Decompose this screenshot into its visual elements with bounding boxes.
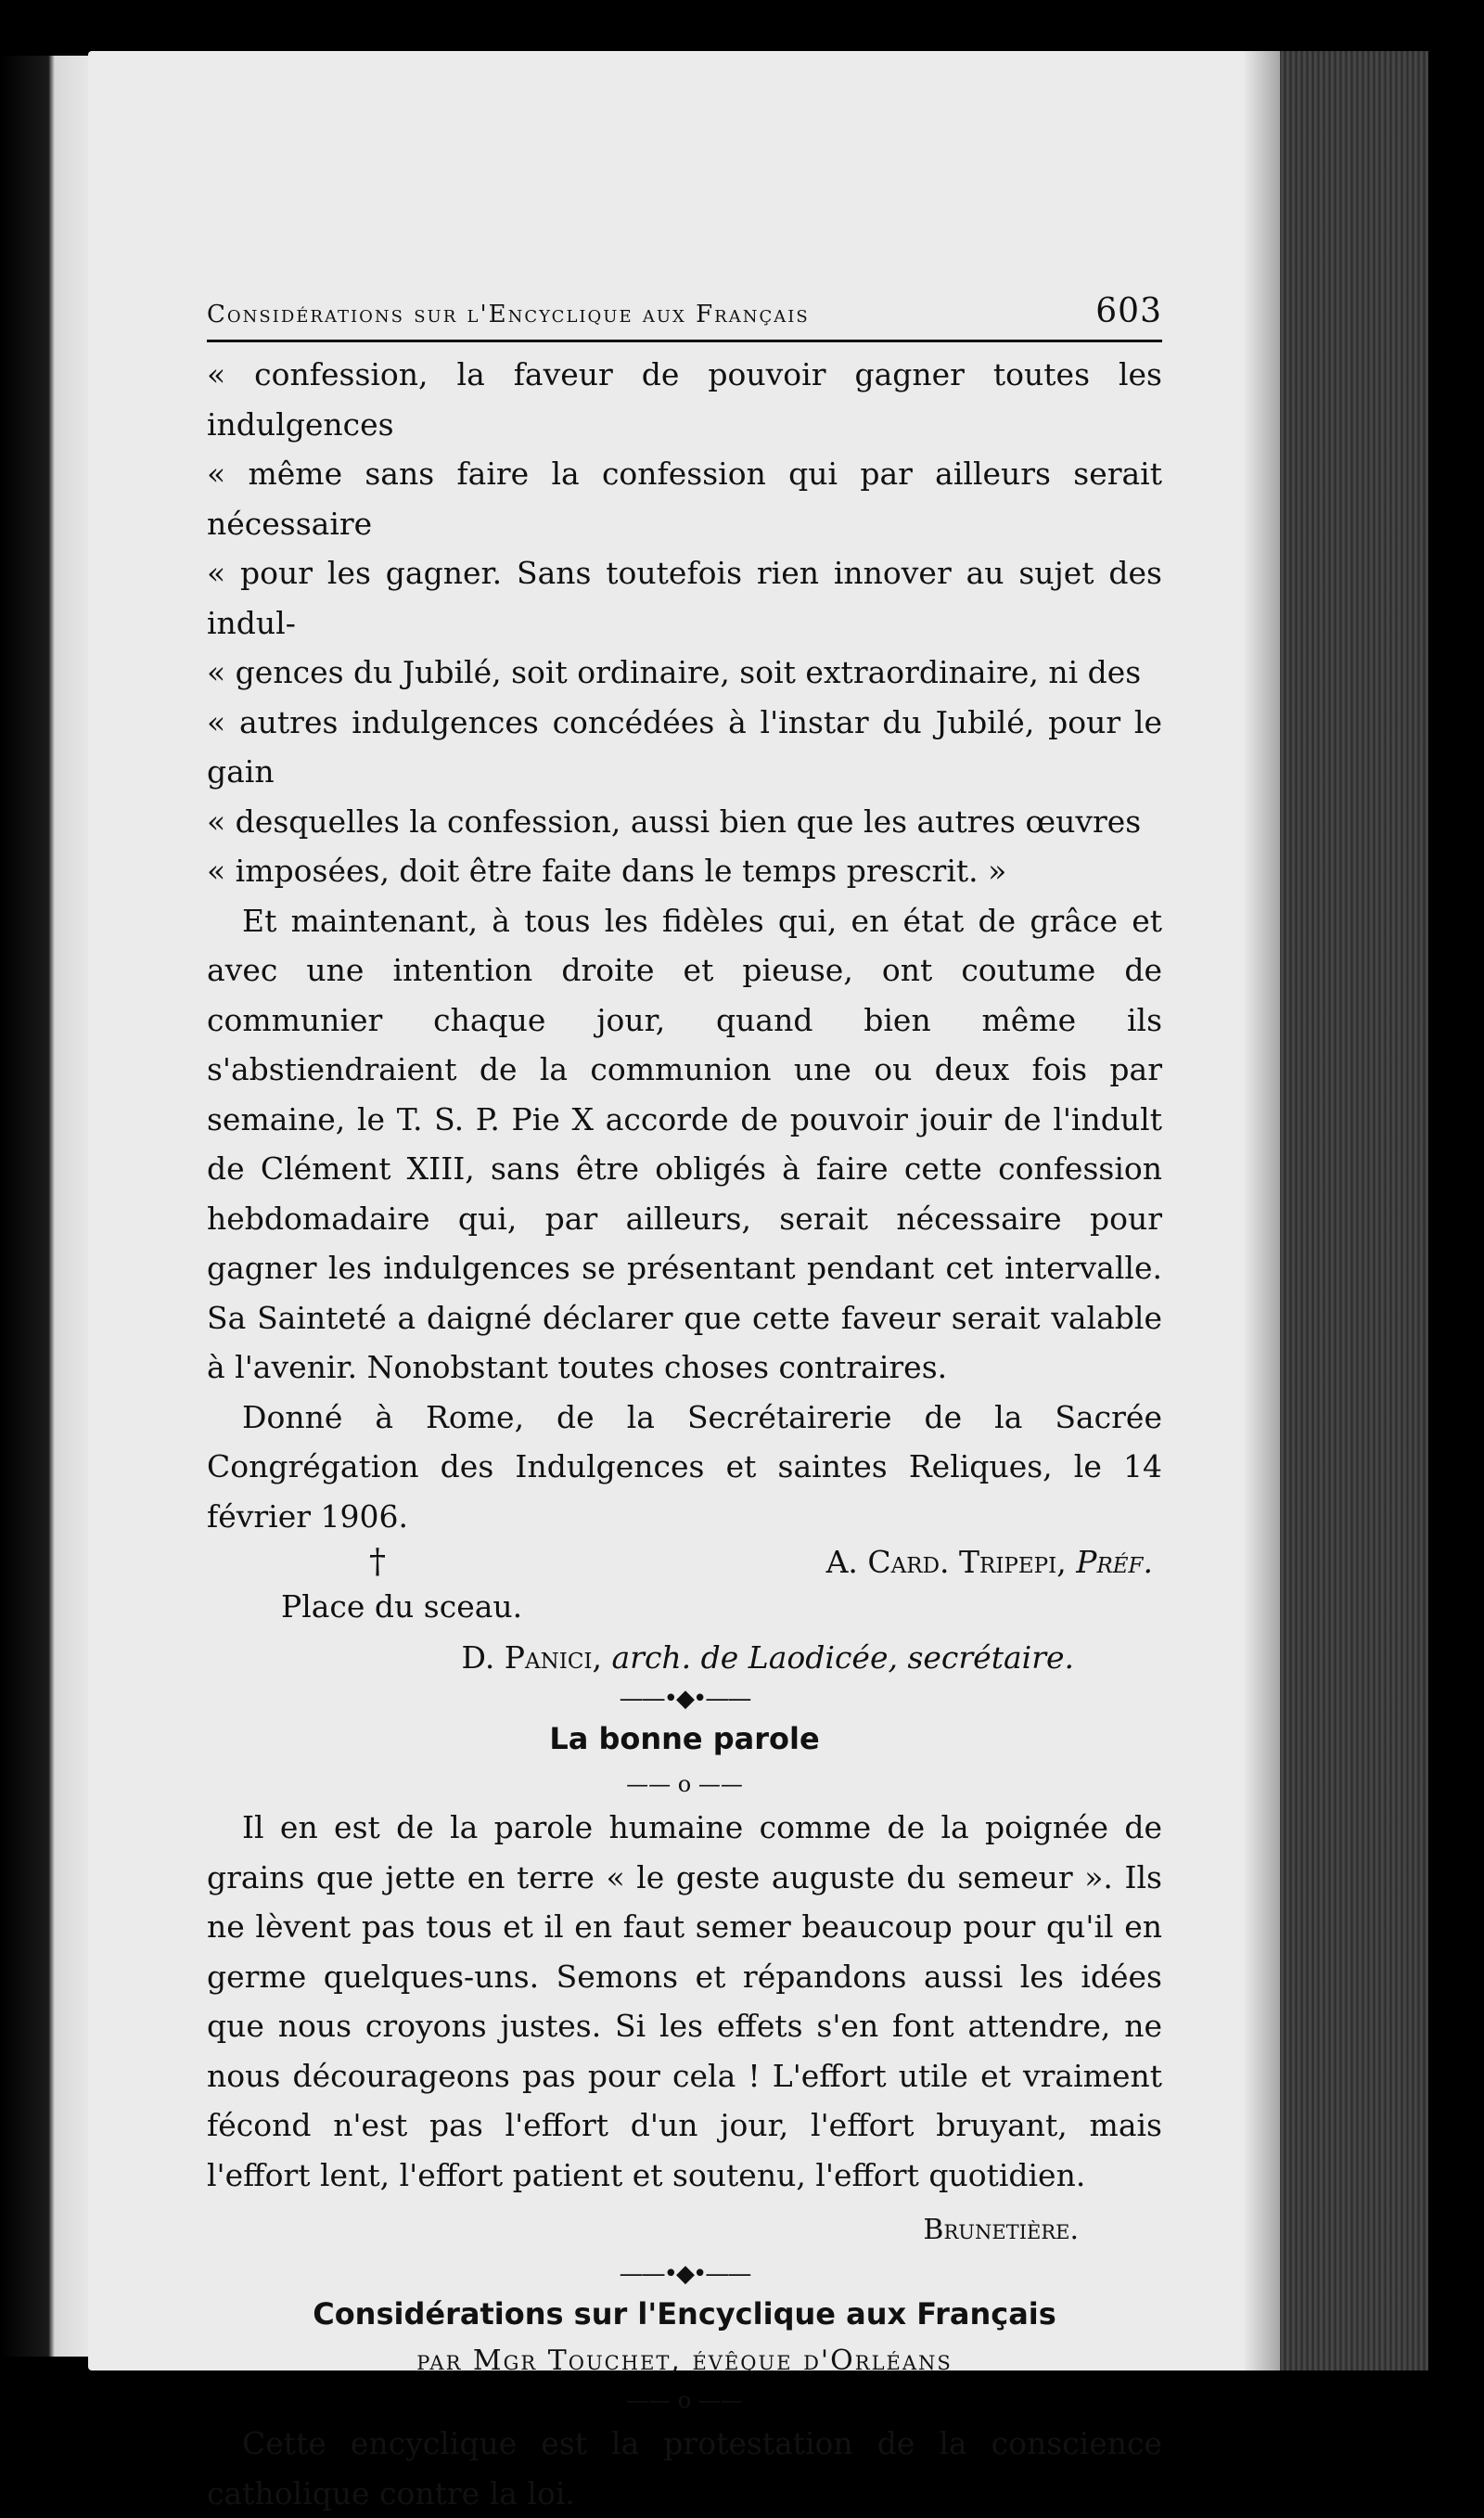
secretary-title: arch. de Laodicée, secrétaire. xyxy=(611,1639,1074,1676)
adjacent-page-edge xyxy=(0,56,88,2357)
seal-place: Place du sceau. xyxy=(281,1588,523,1625)
quoted-decree xyxy=(207,350,1162,896)
cross-symbol: † xyxy=(369,1543,386,1581)
page-stack-edge xyxy=(1280,51,1428,2370)
quote-line: « confession, la faveur de pouvoir gagner toutes les indulgences xyxy=(207,356,1162,443)
cardinal-signature xyxy=(826,1541,1162,1584)
section-heading: La bonne parole xyxy=(549,1721,820,1756)
cardinal-name: A. Card. Tripepi, xyxy=(825,1544,1067,1580)
section-separator: —— o —— xyxy=(626,2387,743,2413)
secretary-name: D. Panici, xyxy=(461,1639,602,1676)
quote-line: « desquelles la confession, aussi bien que les autres œuvres xyxy=(207,803,1142,840)
section-byline: par Mgr Touchet, évêque d'Orléans xyxy=(416,2345,953,2377)
cardinal-title: Préf. xyxy=(1076,1544,1153,1580)
running-head xyxy=(207,292,1162,342)
page-number: 603 xyxy=(1095,292,1162,330)
quote-line: « pour les gagner. Sans toutefois rien innover au sujet des indul- xyxy=(207,555,1162,641)
quote-line: « gences du Jubilé, soit ordinaire, soit extraordinaire, ni des xyxy=(207,654,1142,690)
section-separator: —— o —— xyxy=(626,1771,743,1797)
paragraph-main: Et maintenant, à tous les fidèles qui, en état de grâce et avec une intention droite et pieuse, ont coutume de communier chaque jour, quand bien même ils s'abstiendraient de la communion une ou deux fois par semaine, le T. S. P. Pie X accorde de pouvoir jouir de l'indult de Clément XIII, sans être obligés à faire cette confession hebdomadaire qui, par ailleurs, serait nécessaire pour gagner les indulgences se présentant pendant cet intervalle. Sa Sainteté a daigné déclarer que cette faveur serait valable à l'avenir. Nonobstant toutes choses contraires. xyxy=(207,902,1162,1385)
paragraph-given: Donné à Rome, de la Secrétairerie de la Sacrée Congrégation des Indulgences et saintes Reliques, le 14 février 1906. xyxy=(207,1398,1162,1535)
quote-line: « autres indulgences concédées à l'instar du Jubilé, pour le gain xyxy=(207,703,1162,790)
page-shadow xyxy=(1243,51,1280,2370)
signature-row xyxy=(207,1541,1162,1584)
quote-line: « même sans faire la confession qui par ailleurs serait nécessaire xyxy=(207,456,1162,542)
section-ornament: ——•◆•—— xyxy=(619,1685,750,1713)
section-body: Il en est de la parole humaine comme de la poignée de grains que jette en terre « le geste auguste du semeur ». Ils ne lèvent pas tous et il en faut semer beaucoup pour qu'il en germe quelques-uns. Semons et répandons aussi les idées que nous croyons justes. Si les effets s'en font attendre, ne nous décourageons pas pour cela ! L'effort utile et vraiment fécond n'est pas l'effort d'un jour, l'effort bruyant, mais l'effort lent, l'effort patient et soutenu, l'effort quotidien. xyxy=(207,1809,1162,2193)
secretary-signature xyxy=(207,1630,1162,1686)
author-signature: Brunetière. xyxy=(923,2214,1079,2246)
quote-line: « imposées, doit être faite dans le temps prescrit. » xyxy=(207,853,1007,889)
book-page xyxy=(88,51,1428,2512)
section-body: Cette encyclique est la protestation de la conscience catholique contre la loi. xyxy=(207,2425,1162,2512)
section-heading: Considérations sur l'Encyclique aux Français xyxy=(313,2296,1056,2332)
running-head-title: Considérations sur l'Encyclique aux Français xyxy=(207,301,810,328)
section-ornament: ——•◆•—— xyxy=(619,2260,750,2288)
page-content xyxy=(207,292,1162,2518)
